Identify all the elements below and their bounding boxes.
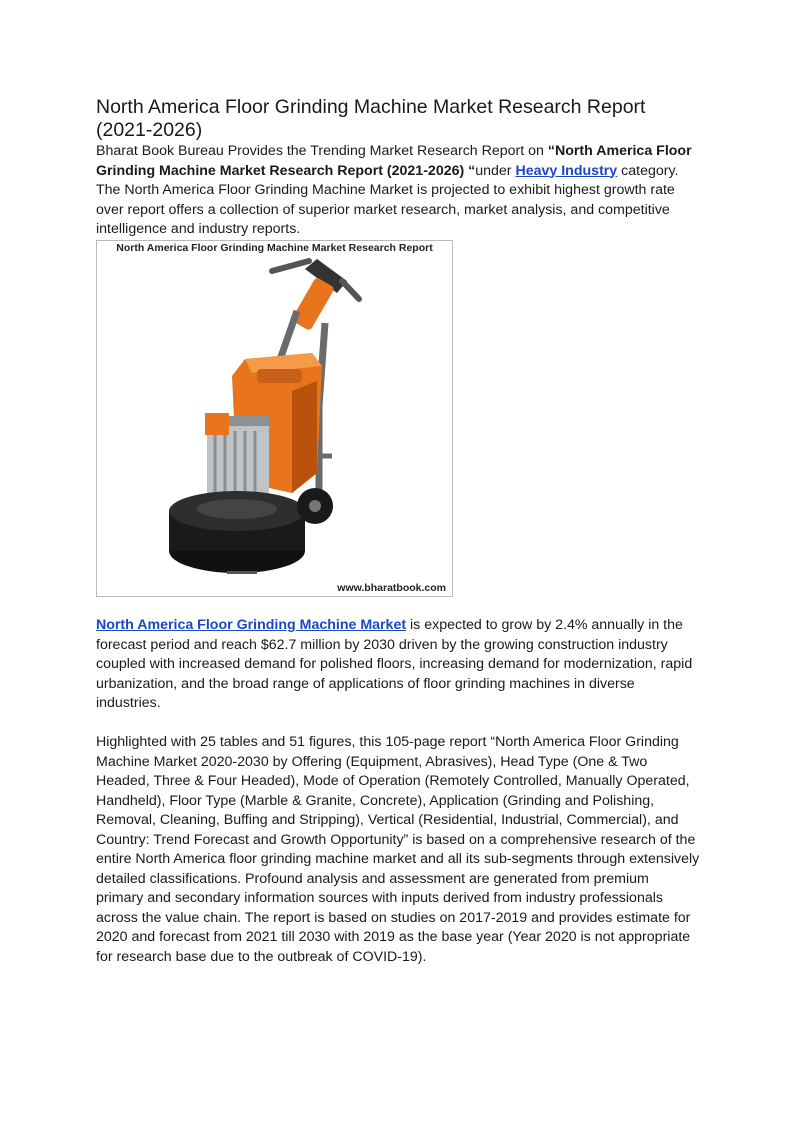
report-details-paragraph: Highlighted with 25 tables and 51 figures, this 105-page report “North America Floor Grinding Machine Market 2020-2030 by Offering (Equipment, Abrasives), Head Type (One & Two Headed, Three & Four Headed), Mode of Operation (Remotely Controlled, Manually Operated, Handheld), Floor Type (Marble & Granite, Concrete), Application (Grinding and Polishing, Removal, Cleaning, Buffing and Stripping), Vertical (Residential, Industrial, Commercial), and Country: Trend Forecast and Growth Opportunity” is based on a comprehensive research of the entire North America floor grinding machine market and all its sub-segments through extensively detailed classifications. Profound analysis and assessment are generated from premium primary and secondary information sources with inputs derived from industry professionals across the value chain. The report is based on studies on 2017-2019 and provides estimate for 2020 and forecast from 2021 till 2030 with 2019 as the base year (Year 2020 is not appropriate for research base due to the outbreak of COVID-19).: [96, 734, 700, 965]
intro-rest: category. The North America Floor Grinding Machine Market is projected to exhibit highest growth rate over report offers a collection of superior market research, market analysis, and competitive intelligence and industry reports.: [96, 162, 679, 237]
intro-report-title: North America Floor Grinding Machine Market Research Report (2021-2026): [96, 143, 692, 179]
intro-paragraph: [96, 142, 700, 240]
market-growth-paragraph: [96, 616, 700, 714]
page-title: North America Floor Grinding Machine Market Research Report (2021-2026): [96, 96, 646, 141]
control-box: [291, 276, 335, 330]
market-link[interactable]: North America Floor Grinding Machine Market: [96, 617, 407, 633]
intro-close-quote: “: [468, 162, 476, 179]
heavy-industry-link[interactable]: Heavy Industry: [515, 162, 618, 179]
floor-grinder-image: [97, 241, 452, 596]
product-figure: [96, 240, 453, 597]
intro-prefix: Bharat Book Bureau Provides the Trending Market Research Report on: [96, 143, 548, 159]
figure-watermark-url: www.bharatbook.com: [337, 581, 446, 594]
intro-under: under: [475, 162, 516, 179]
market-growth-text: is expected to grow by 2.4% annually in the forecast period and reach $62.7 million by 2030 driven by the growing construction industry coupled with increased demand for polished floors, increasing demand for modernization, rapid urbanization, and the broad range of applications of floor grinding machines in diverse industries.: [96, 617, 693, 711]
figure-caption: North America Floor Grinding Machine Market Research Report: [116, 241, 433, 254]
document-page: [96, 96, 700, 967]
intro-open-quote: “: [547, 143, 555, 159]
